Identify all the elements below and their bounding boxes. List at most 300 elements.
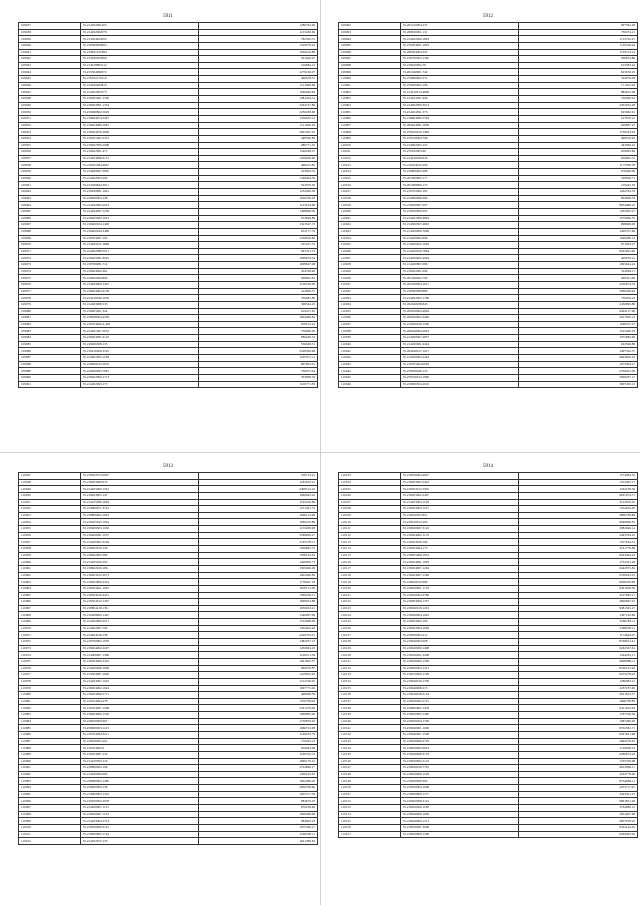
row-id: 110033 xyxy=(339,295,401,302)
table-row xyxy=(19,328,318,335)
row-id: 110062 xyxy=(19,572,81,579)
amount-value: 2230438.68 xyxy=(199,109,318,116)
row-id: 109990 xyxy=(19,374,81,381)
row-id: 109939 xyxy=(19,36,81,43)
coordinate-value: 35.210200018.1590 xyxy=(400,321,519,328)
row-id: 110004 xyxy=(339,102,401,109)
coordinate-value: 35.218404009.1520 xyxy=(80,712,199,719)
amount-value: 1678131.09 xyxy=(199,585,318,592)
row-id: 110123 xyxy=(339,605,401,612)
amount-value: 591646.07 xyxy=(199,56,318,63)
amount-value: 2250674.33 xyxy=(519,281,638,288)
table-row xyxy=(19,115,318,122)
row-id: 110151 xyxy=(339,791,401,798)
coordinate-value: 35.218404076.2609 xyxy=(80,129,199,136)
table-row xyxy=(19,738,318,745)
row-id: 110118 xyxy=(339,572,401,579)
row-id: 110054 xyxy=(19,519,81,526)
coordinate-value: 35.218400002.1744 xyxy=(80,831,199,838)
table-row xyxy=(339,162,638,169)
amount-value: 1482037.13 xyxy=(199,639,318,646)
coordinate-value: 35.214100093.219 xyxy=(80,758,199,765)
amount-value: 8702581.71 xyxy=(519,725,638,732)
table-row xyxy=(339,361,638,368)
amount-value: 9809889.11 xyxy=(519,658,638,665)
table-row xyxy=(19,268,318,275)
amount-value: 2724896.17 xyxy=(199,765,318,772)
row-id: 110052 xyxy=(19,506,81,513)
row-id: 109993 xyxy=(339,29,401,36)
amount-value: 1087466.46 xyxy=(519,718,638,725)
row-id: 109972 xyxy=(19,255,81,262)
row-id: 109960 xyxy=(19,175,81,182)
coordinate-value: 35.218020002.2715 xyxy=(400,698,519,705)
amount-value: 4806789.89 xyxy=(519,512,638,519)
coordinate-value: 35.214200007.4837 xyxy=(400,335,519,342)
row-id: 110058 xyxy=(19,546,81,553)
row-id: 110069 xyxy=(19,619,81,626)
amount-value: 9404137.96 xyxy=(519,308,638,315)
table-row xyxy=(339,751,638,758)
row-id: 110104 xyxy=(339,479,401,486)
table-row xyxy=(339,552,638,559)
coordinate-value: 35.218200204.1700 xyxy=(400,718,519,725)
coordinate-value: 35.218200007.1132 xyxy=(80,811,199,818)
row-id: 110002 xyxy=(339,89,401,96)
amount-value: 2811813.57 xyxy=(519,692,638,699)
amount-value: 3122976.25 xyxy=(519,499,638,506)
coordinate-value: 35.218202072.0097 xyxy=(80,473,199,480)
amount-value: 1329079.24 xyxy=(199,42,318,49)
coordinate-value: 35.268304004.347 xyxy=(400,49,519,56)
row-id: 109964 xyxy=(19,202,81,209)
table-row xyxy=(19,62,318,69)
data-table xyxy=(18,22,318,388)
amount-value: 498408.39 xyxy=(199,692,318,699)
amount-value: 409970.21 xyxy=(519,255,638,262)
data-table xyxy=(338,22,638,388)
coordinate-value: 35.214200020.7864 xyxy=(400,248,519,255)
coordinate-value: 35.218202401.096 xyxy=(400,268,519,275)
row-id: 109945 xyxy=(19,76,81,83)
coordinate-value: 35.218400104.1406 xyxy=(80,222,199,229)
amount-value: 9301142.05 xyxy=(519,824,638,831)
amount-value: 1007775.02 xyxy=(199,685,318,692)
coordinate-value: 35.218702002.193 xyxy=(400,189,519,196)
amount-value: 1949280.13 xyxy=(519,235,638,242)
amount-value: 897603.91 xyxy=(199,361,318,368)
amount-value: 406415.85 xyxy=(199,162,318,169)
row-id: 109948 xyxy=(19,96,81,103)
coordinate-value: 35.214918805212 xyxy=(80,62,199,69)
table-row xyxy=(339,215,638,222)
table-row xyxy=(339,785,638,792)
coordinate-value: 35.218405081.8961 xyxy=(80,255,199,262)
row-id: 110028 xyxy=(339,262,401,269)
table-row xyxy=(339,712,638,719)
coordinate-value: 35.218704007.102 xyxy=(80,235,199,242)
coordinate-value: 35.214000003.1319 xyxy=(80,791,199,798)
row-id: 110154 xyxy=(339,811,401,818)
table-row xyxy=(339,242,638,249)
row-id: 110085 xyxy=(19,725,81,732)
amount-value: 1182619.21 xyxy=(199,479,318,486)
row-id: 109943 xyxy=(19,62,81,69)
row-id: 110129 xyxy=(339,645,401,652)
row-id: 109965 xyxy=(19,208,81,215)
table-row xyxy=(339,625,638,632)
amount-value: 686448.53 xyxy=(199,335,318,342)
amount-value: 1767536.56 xyxy=(519,712,638,719)
coordinate-value: 35.214060068.380 xyxy=(400,195,519,202)
table-row xyxy=(19,301,318,308)
amount-value: 1324281.11 xyxy=(519,652,638,659)
row-id: 109952 xyxy=(19,122,81,129)
amount-value: 1060945.24 xyxy=(199,492,318,499)
table-row xyxy=(339,155,638,162)
table-row xyxy=(19,499,318,506)
row-id: 109997 xyxy=(339,56,401,63)
row-id: 110057 xyxy=(19,539,81,546)
row-id: 110139 xyxy=(339,712,401,719)
table-row xyxy=(339,135,638,142)
amount-value: 171022.02 xyxy=(519,82,638,89)
row-id: 110022 xyxy=(339,222,401,229)
table-row xyxy=(19,765,318,772)
coordinate-value: 35.214201008.4893 xyxy=(400,215,519,222)
table-row xyxy=(19,195,318,202)
table-row xyxy=(339,632,638,639)
amount-value: 8526161.93 xyxy=(519,665,638,672)
coordinate-value: 35.214920495819 xyxy=(80,82,199,89)
amount-value: 2369938.11 xyxy=(519,625,638,632)
amount-value: 8291841.68 xyxy=(519,731,638,738)
row-id: 110037 xyxy=(339,321,401,328)
table-row xyxy=(19,818,318,825)
table-row xyxy=(19,486,318,493)
coordinate-value: 35.218402900.2713 xyxy=(80,374,199,381)
coordinate-value: 35.276520004.768 xyxy=(400,135,519,142)
amount-value: 1553465.17 xyxy=(519,479,638,486)
coordinate-value: 35.218004009.1747 xyxy=(400,599,519,606)
row-id: 110097 xyxy=(19,805,81,812)
amount-value: 8554884.11 xyxy=(519,778,638,785)
amount-value: 1262534.76 xyxy=(519,189,638,196)
row-id: 110130 xyxy=(339,652,401,659)
amount-value: 840676.87 xyxy=(199,665,318,672)
amount-value: 9948098.81 xyxy=(519,519,638,526)
row-id: 110041 xyxy=(339,348,401,355)
coordinate-value: 35.218404063.4139 xyxy=(80,288,199,295)
amount-value: 1095624.24 xyxy=(519,262,638,269)
coordinate-value: 35.276020040.123 xyxy=(400,368,519,375)
row-id: 110120 xyxy=(339,585,401,592)
amount-value: 1754341.28 xyxy=(519,559,638,566)
coordinate-value: 35.214200001.9424 xyxy=(400,341,519,348)
coordinate-value: 35.214200902.699 xyxy=(400,235,519,242)
coordinate-value: 35.214020009.983 xyxy=(80,771,199,778)
table-row xyxy=(339,62,638,69)
coordinate-value: 35.218020009.1498 xyxy=(400,645,519,652)
table-row xyxy=(339,685,638,692)
table-row xyxy=(339,639,638,646)
coordinate-value: 35.218406308.135 xyxy=(80,341,199,348)
table-row xyxy=(339,315,638,322)
amount-value: 1213430.69 xyxy=(199,29,318,36)
coordinate-value: 35.218020903.201 xyxy=(80,738,199,745)
amount-value: 8748912.41 xyxy=(519,639,638,646)
amount-value: 1940049.84 xyxy=(199,89,318,96)
row-id: 110149 xyxy=(339,778,401,785)
row-id: 110026 xyxy=(339,248,401,255)
table-row xyxy=(19,785,318,792)
coordinate-value: 35.218200009.300 xyxy=(400,778,519,785)
table-row xyxy=(339,738,638,745)
table-row xyxy=(339,115,638,122)
table-row xyxy=(339,288,638,295)
coordinate-value: 35.276400002.106 xyxy=(400,82,519,89)
coordinate-value: 35.214907005.1188 xyxy=(80,355,199,362)
coordinate-value: 35.214304924593 xyxy=(80,36,199,43)
table-row xyxy=(339,705,638,712)
coordinate-value: 35.214202093.173 xyxy=(80,381,199,388)
table-row xyxy=(339,368,638,375)
amount-value: 1546248.15 xyxy=(199,149,318,156)
row-id: 109967 xyxy=(19,222,81,229)
amount-value: 1456102.61 xyxy=(199,771,318,778)
row-id: 110050 xyxy=(19,492,81,499)
row-id: 110147 xyxy=(339,765,401,772)
amount-value: 1390239.71 xyxy=(199,592,318,599)
amount-value: 336487.86 xyxy=(199,295,318,302)
amount-value: 6491838.50 xyxy=(519,585,638,592)
row-id: 110087 xyxy=(19,738,81,745)
coordinate-value: 35.214204391.373 xyxy=(400,109,519,116)
table-row xyxy=(19,731,318,738)
row-id: 110092 xyxy=(19,771,81,778)
amount-value: 998609.99 xyxy=(519,222,638,229)
table-row xyxy=(19,526,318,533)
table-row xyxy=(19,321,318,328)
table-row xyxy=(19,838,318,845)
amount-value: 1639023.21 xyxy=(199,605,318,612)
coordinate-value: 35.218101062.2331 xyxy=(80,135,199,142)
coordinate-value: 35.218020009.1308 xyxy=(400,831,519,838)
table-row xyxy=(339,23,638,30)
coordinate-value: 35.218204090.5711 xyxy=(80,692,199,699)
table-row xyxy=(339,89,638,96)
table-row xyxy=(19,658,318,665)
row-id: 109957 xyxy=(19,155,81,162)
table-row xyxy=(19,288,318,295)
coordinate-value: 35.218200009.1577 xyxy=(400,791,519,798)
row-id: 110065 xyxy=(19,592,81,599)
coordinate-value: 35.214410036.1039 xyxy=(80,295,199,302)
amount-value: 316684.21 xyxy=(199,62,318,69)
table-row xyxy=(19,215,318,222)
row-id: 110098 xyxy=(19,811,81,818)
row-id: 110117 xyxy=(339,565,401,572)
row-id: 110071 xyxy=(19,632,81,639)
coordinate-value: 35.218020009.1180 xyxy=(400,805,519,812)
table-row xyxy=(339,473,638,480)
coordinate-value: 35.218400008.3191 xyxy=(400,798,519,805)
coordinate-value: 35.218040007.1508 xyxy=(400,731,519,738)
row-id: 110016 xyxy=(339,182,401,189)
row-id: 109977 xyxy=(19,288,81,295)
coordinate-value: 35.214602007.104 xyxy=(80,625,199,632)
row-id: 110122 xyxy=(339,599,401,606)
coordinate-value: 35.218404062.361 xyxy=(80,268,199,275)
row-id: 110107 xyxy=(339,499,401,506)
amount-value: 1212746.05 xyxy=(199,678,318,685)
table-row xyxy=(339,29,638,36)
row-id: 109956 xyxy=(19,149,81,156)
coordinate-value: 35.218020009.967 xyxy=(80,718,199,725)
row-id: 110081 xyxy=(19,698,81,705)
coordinate-value: 35.214009007.1366 xyxy=(80,652,199,659)
amount-value: 1004499.84 xyxy=(199,315,318,322)
amount-value: 1511009.29 xyxy=(199,122,318,129)
amount-value: 460501.06 xyxy=(519,275,638,282)
table-row xyxy=(19,585,318,592)
row-id: 110007 xyxy=(339,122,401,129)
amount-value: 2099297.17 xyxy=(519,374,638,381)
table-row xyxy=(19,705,318,712)
table-row xyxy=(19,361,318,368)
amount-value: 523670.76 xyxy=(199,182,318,189)
table-row xyxy=(339,202,638,209)
table-row xyxy=(339,559,638,566)
row-id: 109973 xyxy=(19,262,81,269)
table-row xyxy=(19,222,318,229)
amount-value: 1079966.55 xyxy=(519,215,638,222)
amount-value: 2452932.28 xyxy=(519,102,638,109)
row-id: 109963 xyxy=(19,195,81,202)
row-id: 109942 xyxy=(19,56,81,63)
row-id: 110017 xyxy=(339,189,401,196)
coordinate-value: 35.218030001.3008 xyxy=(400,824,519,831)
amount-value: 1200950.66 xyxy=(199,155,318,162)
coordinate-value: 35.218000003.1123 xyxy=(80,725,199,732)
amount-value: 3764980.12 xyxy=(519,805,638,812)
amount-value: 1158749.99 xyxy=(199,281,318,288)
table-row xyxy=(19,546,318,553)
table-row xyxy=(339,778,638,785)
row-id: 109959 xyxy=(19,169,81,176)
table-row xyxy=(339,235,638,242)
coordinate-value: 35.214024301.996 xyxy=(400,96,519,103)
table-row xyxy=(339,765,638,772)
table-row xyxy=(19,479,318,486)
amount-value: 913649.89 xyxy=(199,215,318,222)
coordinate-value: 35.218040008.213 xyxy=(400,685,519,692)
row-id: 109940 xyxy=(19,42,81,49)
row-id: 110023 xyxy=(339,228,401,235)
row-id: 109995 xyxy=(339,42,401,49)
row-id: 110011 xyxy=(339,149,401,156)
coordinate-value: 35.200020002.4804 xyxy=(400,308,519,315)
coordinate-value: 35.218705004.0003 xyxy=(400,361,519,368)
coordinate-value: 35.218304201.1045 xyxy=(80,585,199,592)
row-id: 109937 xyxy=(19,23,81,30)
row-id: 110044 xyxy=(339,368,401,375)
row-id: 109998 xyxy=(339,62,401,69)
table-row xyxy=(339,585,638,592)
amount-value: 1175560.78 xyxy=(519,162,638,169)
amount-value: 9004920.16 xyxy=(519,355,638,362)
amount-value: 454768.46 xyxy=(199,268,318,275)
table-row xyxy=(339,811,638,818)
coordinate-value: 35.218400094.804 xyxy=(80,275,199,282)
table-row xyxy=(339,612,638,619)
amount-value: 1066712.08 xyxy=(199,725,318,732)
amount-value: 1690679.54 xyxy=(199,255,318,262)
amount-value: 1002286.05 xyxy=(199,778,318,785)
table-row xyxy=(19,255,318,262)
coordinate-value: 35.218004006.2593 xyxy=(400,115,519,122)
amount-value: 1397192.89 xyxy=(519,612,638,619)
table-row xyxy=(339,295,638,302)
coordinate-value: 35.218402800.2474 xyxy=(80,579,199,586)
coordinate-value: 35.218200009.3101 xyxy=(80,824,199,831)
amount-value: 1498846.09 xyxy=(199,208,318,215)
table-row xyxy=(19,36,318,43)
row-id: 109950 xyxy=(19,109,81,116)
row-id: 110045 xyxy=(339,374,401,381)
amount-value: 412999.37 xyxy=(199,288,318,295)
amount-value: 1418932.02 xyxy=(199,672,318,679)
amount-value: 1409707.66 xyxy=(519,228,638,235)
amount-value: 1505049.09 xyxy=(199,565,318,572)
table-row xyxy=(19,665,318,672)
row-id: 110113 xyxy=(339,539,401,546)
coordinate-value: 35.214002009.3014 xyxy=(400,102,519,109)
row-id: 110106 xyxy=(339,492,401,499)
coordinate-value: 35.218841251884 xyxy=(80,49,199,56)
coordinate-value: 35.218010912.204 xyxy=(400,519,519,526)
row-id: 109979 xyxy=(19,301,81,308)
amount-value: 1190702.72 xyxy=(199,751,318,758)
row-id: 110082 xyxy=(19,705,81,712)
table-row xyxy=(19,23,318,30)
row-id: 110144 xyxy=(339,745,401,752)
row-id: 110089 xyxy=(19,751,81,758)
amount-value: 1346404.39 xyxy=(199,175,318,182)
amount-value: 1048537.27 xyxy=(519,321,638,328)
amount-value: 1302904.28 xyxy=(199,625,318,632)
amount-value: 1096895.06 xyxy=(199,712,318,719)
coordinate-value: 35.218040018.1201 xyxy=(400,605,519,612)
amount-value: 2321479.09 xyxy=(199,705,318,712)
amount-value: 3423501.27 xyxy=(519,791,638,798)
amount-value: 978152.24 xyxy=(199,321,318,328)
coordinate-value: 35.218040001.1006 xyxy=(400,725,519,732)
coordinate-value: 35.218203005.147 xyxy=(80,492,199,499)
amount-value: 8654480.22 xyxy=(519,202,638,209)
row-id: 110153 xyxy=(339,805,401,812)
amount-value: 3224778.06 xyxy=(519,771,638,778)
table-row xyxy=(339,499,638,506)
table-row xyxy=(19,42,318,49)
table-row xyxy=(339,658,638,665)
table-row xyxy=(19,228,318,235)
row-id: 110038 xyxy=(339,328,401,335)
amount-value: 2107063.17 xyxy=(519,592,638,599)
row-id: 110039 xyxy=(339,335,401,342)
table-row xyxy=(19,685,318,692)
page-title: 5911 xyxy=(163,14,173,19)
